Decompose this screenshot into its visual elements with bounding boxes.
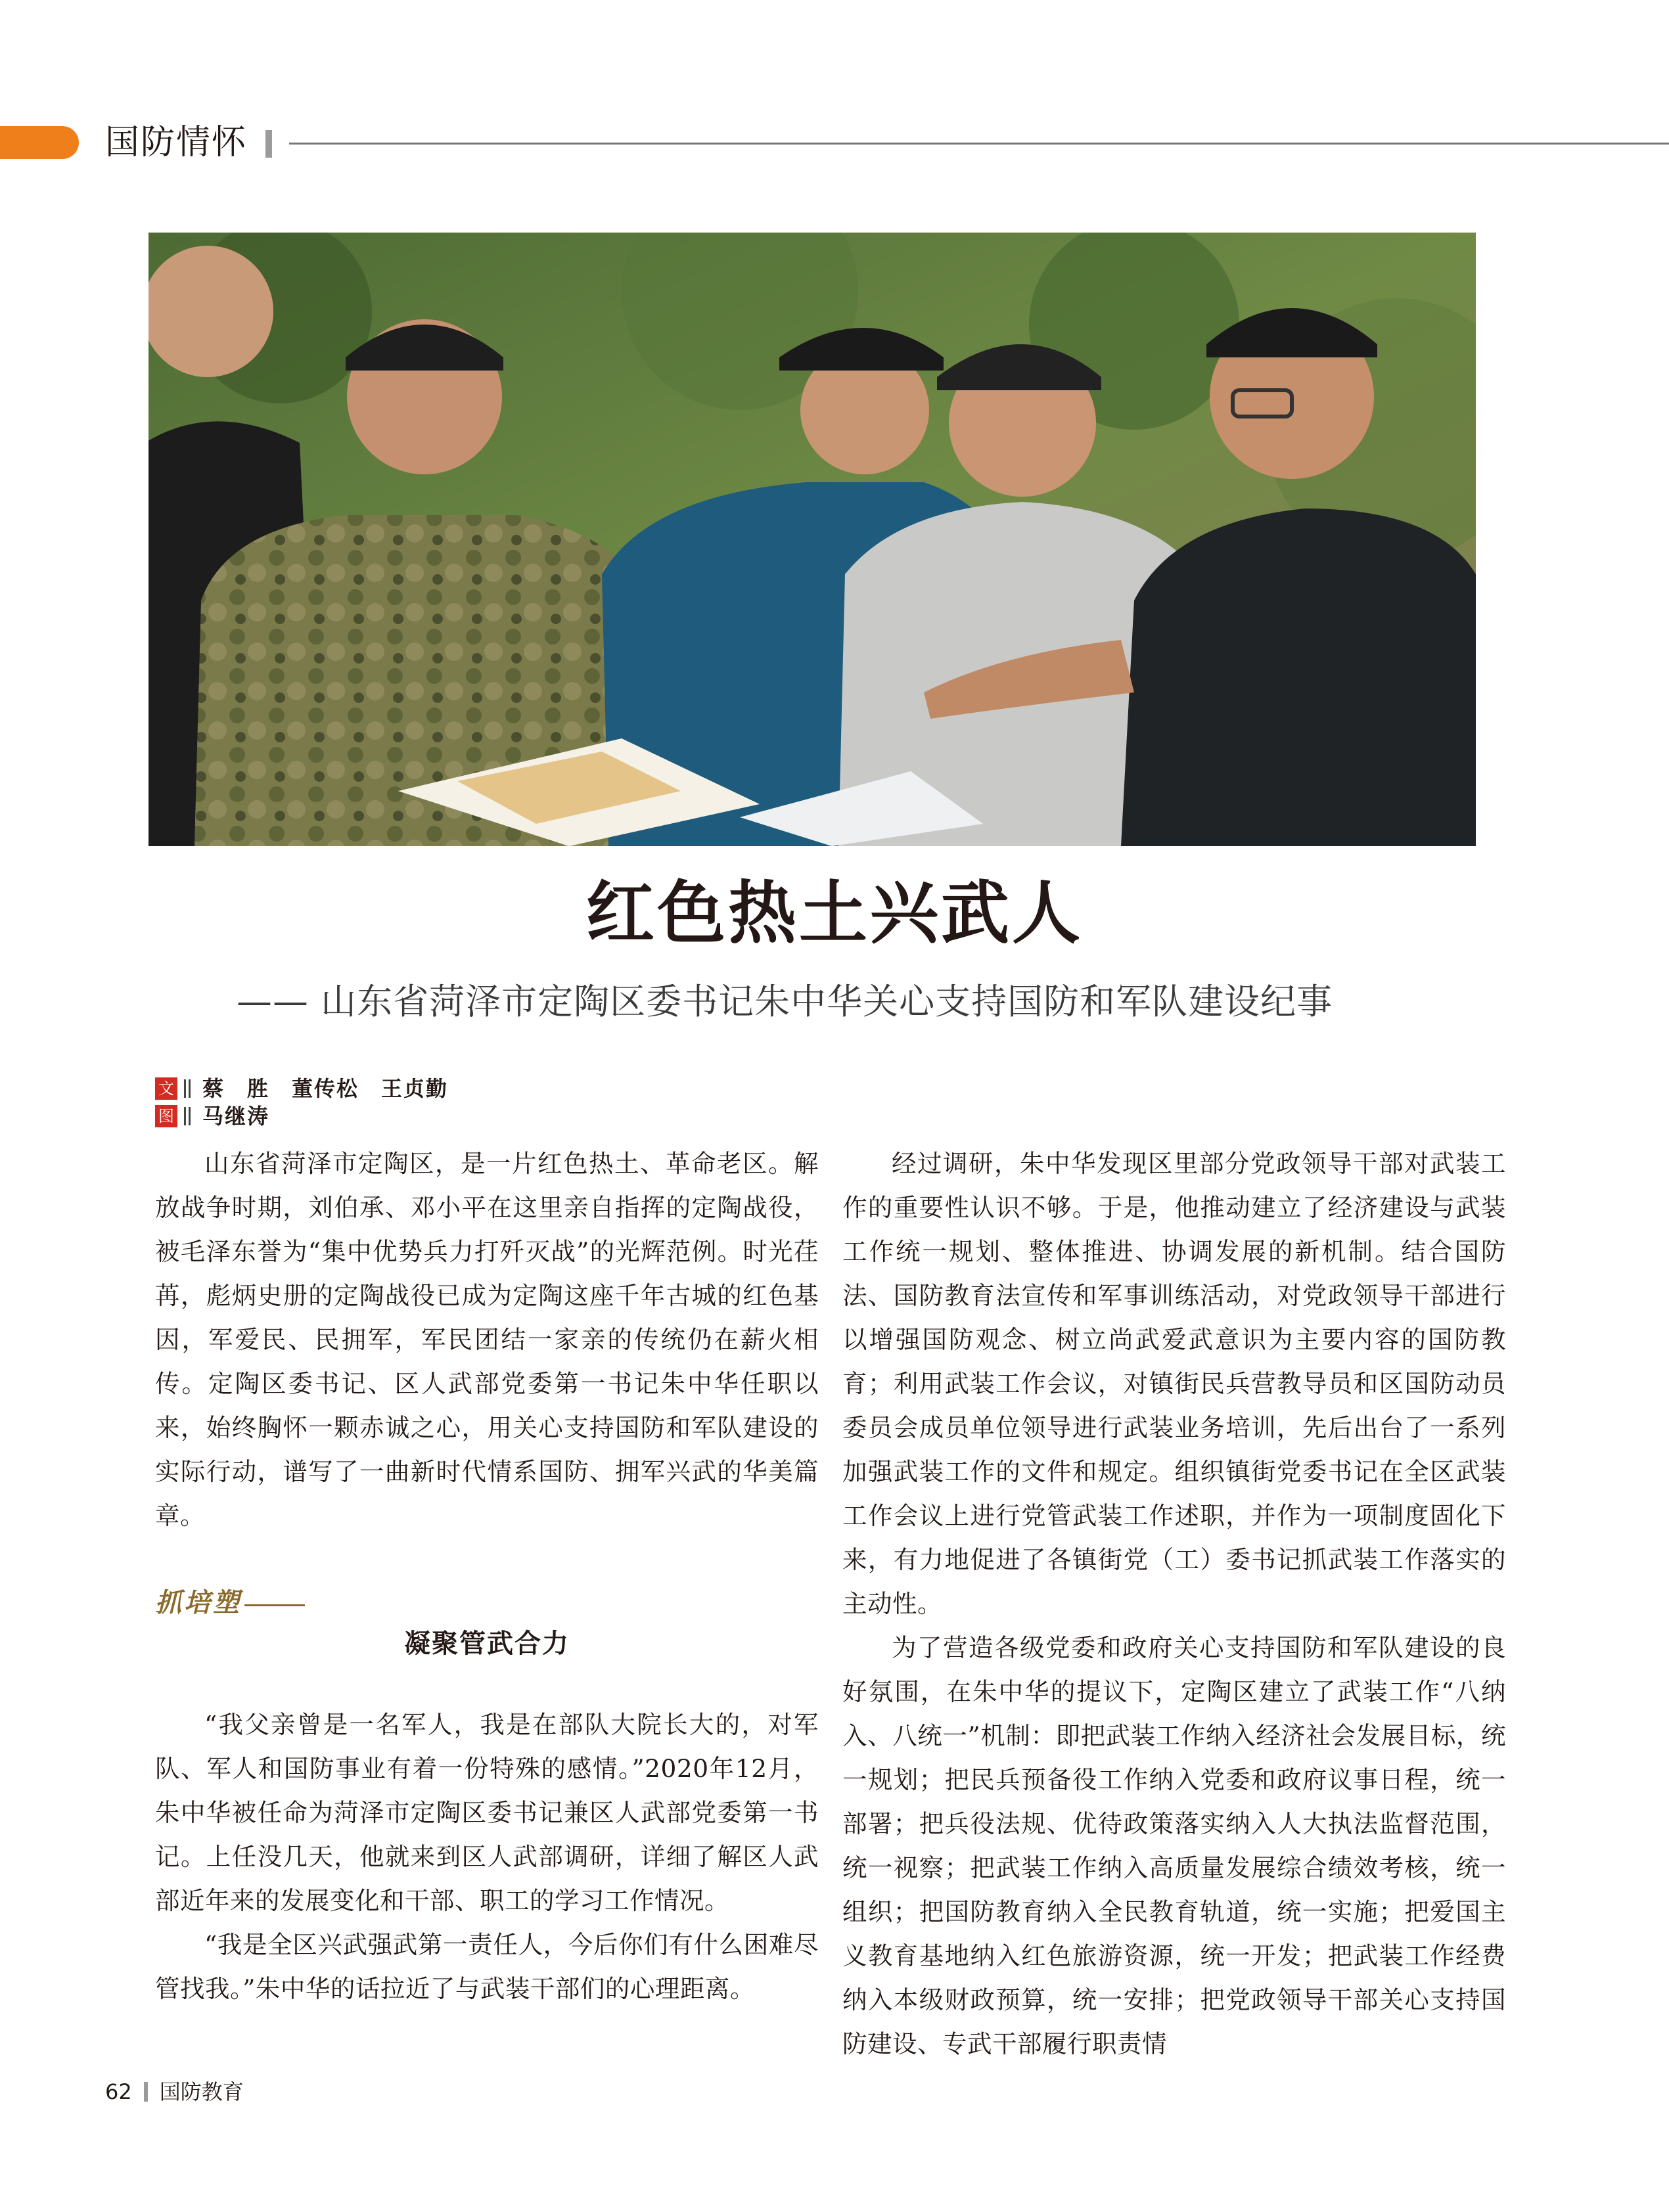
article-title: 红色热土兴武人	[585, 873, 1083, 953]
section-kicker	[155, 1585, 305, 1621]
section-heading: 凝聚管武合力	[404, 1629, 570, 1659]
page-footer	[105, 2079, 244, 2105]
byline-authors: 蔡 胜 董传松 王贞勤	[202, 1076, 449, 1101]
byline-separator	[184, 1079, 191, 1098]
body-paragraph: “我父亲曾是一名军人，我是在部队大院长大的，对军队、军人和国防事业有着一份特殊的感情。”2020年12月，朱中华被任命为菏泽市定陶区委书记兼区人武部党委第一书记。上任没几天，他就来到区人武部调研，详细了解区人武部近年来的发展变化和干部、职工的学习工作情况。	[155, 1710, 819, 1915]
right-column	[842, 1142, 1506, 2066]
body-paragraph: “我是全区兴武强武第一责任人，今后你们有什么困难尽管找我。”朱中华的话拉近了与武装干部们的心理距离。	[155, 1930, 819, 2003]
byline-text-tag: 文	[155, 1077, 177, 1100]
kicker-text: 抓培塑	[155, 1587, 242, 1618]
magazine-name: 国防教育	[159, 2079, 244, 2104]
left-column-section	[155, 1703, 819, 2011]
byline-photo-tag: 图	[155, 1105, 177, 1127]
section-label: 国防情怀	[105, 123, 248, 162]
article-subtitle: —— 山东省菏泽市定陶区委书记朱中华关心支持国防和军队建设纪事	[237, 981, 1333, 1022]
section-marker	[0, 126, 79, 159]
byline-text	[155, 1076, 448, 1101]
left-column-intro	[155, 1142, 819, 1538]
kicker-dash	[244, 1604, 305, 1606]
byline-separator	[184, 1107, 191, 1125]
section-divider	[265, 130, 272, 158]
article-photo	[149, 233, 1476, 846]
byline-photographer: 马继涛	[202, 1104, 270, 1129]
footer-divider	[144, 2082, 148, 2102]
intro-paragraph: 山东省菏泽市定陶区，是一片红色热土、革命老区。解放战争时期，刘伯承、邓小平在这里亲自指挥的定陶战役，被毛泽东誉为“集中优势兵力打歼灭战”的光辉范例。时光荏苒，彪炳史册的定陶战役已成为定陶这座千年古城的红色基因，军爱民、民拥军，军民团结一家亲的传统仍在薪火相传。定陶区委书记、区人武部党委第一书记朱中华任职以来，始终胸怀一颗赤诚之心，用关心支持国防和军队建设的实际行动，谱写了一曲新时代情系国防、拥军兴武的华美篇章。	[155, 1149, 819, 1530]
body-paragraph: 为了营造各级党委和政府关心支持国防和军队建设的良好氛围，在朱中华的提议下，定陶区建立了武装工作“八纳入、八统一”机制：即把武装工作纳入经济社会发展目标，统一规划；把民兵预备役工作纳入党委和政府议事日程，统一部署；把兵役法规、优待政策落实纳入人大执法监督范围，统一视察；把武装工作纳入高质量发展综合绩效考核，统一组织；把国防教育纳入全民教育轨道，统一实施；把爱国主义教育基地纳入红色旅游资源，统一开发；把武装工作经费纳入本级财政预算，统一安排；把党政领导干部关心支持国防建设、专武干部履行职责情	[842, 1633, 1506, 2058]
header-rule	[289, 143, 1669, 145]
body-paragraph: 经过调研，朱中华发现区里部分党政领导干部对武装工作的重要性认识不够。于是，他推动建立了经济建设与武装工作统一规划、整体推进、协调发展的新机制。结合国防法、国防教育法宣传和军事训练活动，对党政领导干部进行以增强国防观念、树立尚武爱武意识为主要内容的国防教育；利用武装工作会议，对镇街民兵营教导员和区国防动员委员会成员单位领导进行武装业务培训，先后出台了一系列加强武装工作的文件和规定。组织镇街党委书记在全区武装工作会议上进行党管武装工作述职，并作为一项制度固化下来，有力地促进了各镇街党（工）委书记抓武装工作落实的主动性。	[842, 1149, 1506, 1618]
page-number: 62	[105, 2079, 132, 2104]
byline-photo	[155, 1104, 269, 1129]
